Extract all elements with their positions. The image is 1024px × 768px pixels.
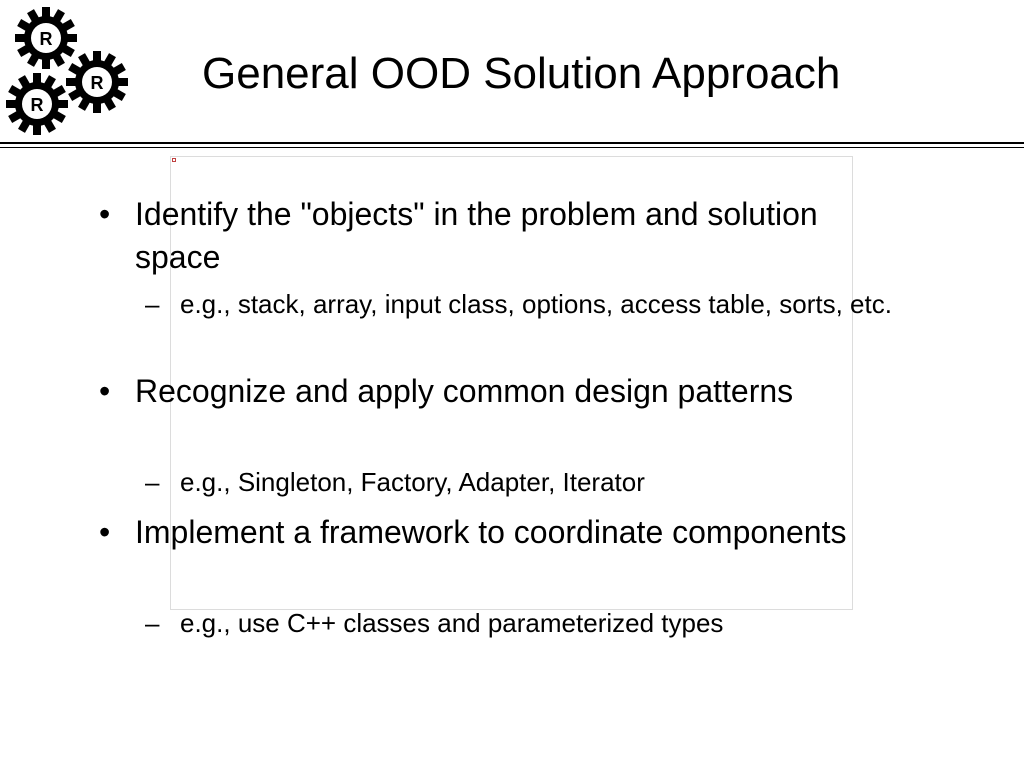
- sub-bullet-item: [145, 605, 905, 641]
- sub-bullet-item: [145, 286, 905, 322]
- bullet-text: Identify the "objects" in the problem and solution space: [135, 196, 818, 275]
- gears-logo-icon: [0, 0, 140, 142]
- sub-bullet-item: [145, 464, 905, 500]
- logo-letter: R: [30, 95, 44, 115]
- bullet-text: Implement a framework to coordinate components: [135, 514, 847, 550]
- sub-bullet-text: e.g., use C++ classes and parameterized types: [180, 608, 724, 638]
- bullet-marker: •: [99, 514, 111, 550]
- sub-bullet-text: e.g., Singleton, Factory, Adapter, Iterator: [180, 467, 645, 497]
- dash-marker: –: [145, 608, 160, 638]
- sub-bullet-text: e.g., stack, array, input class, options, access table, sorts, etc.: [180, 289, 892, 319]
- bullet-item: [99, 193, 859, 279]
- bullet-item: [99, 370, 859, 413]
- bullet-marker: •: [99, 373, 111, 409]
- title-divider: [0, 142, 1024, 144]
- dash-marker: –: [145, 467, 160, 497]
- logo-letter: R: [90, 73, 104, 93]
- broken-image-icon: [172, 158, 176, 162]
- title-divider-thin: [0, 147, 1024, 148]
- bullet-marker: •: [99, 196, 111, 232]
- logo-letter: R: [39, 29, 53, 49]
- bullet-item: [99, 511, 859, 554]
- slide-title: General OOD Solution Approach: [202, 49, 841, 98]
- bullet-text: Recognize and apply common design patterns: [135, 373, 794, 409]
- dash-marker: –: [145, 289, 160, 319]
